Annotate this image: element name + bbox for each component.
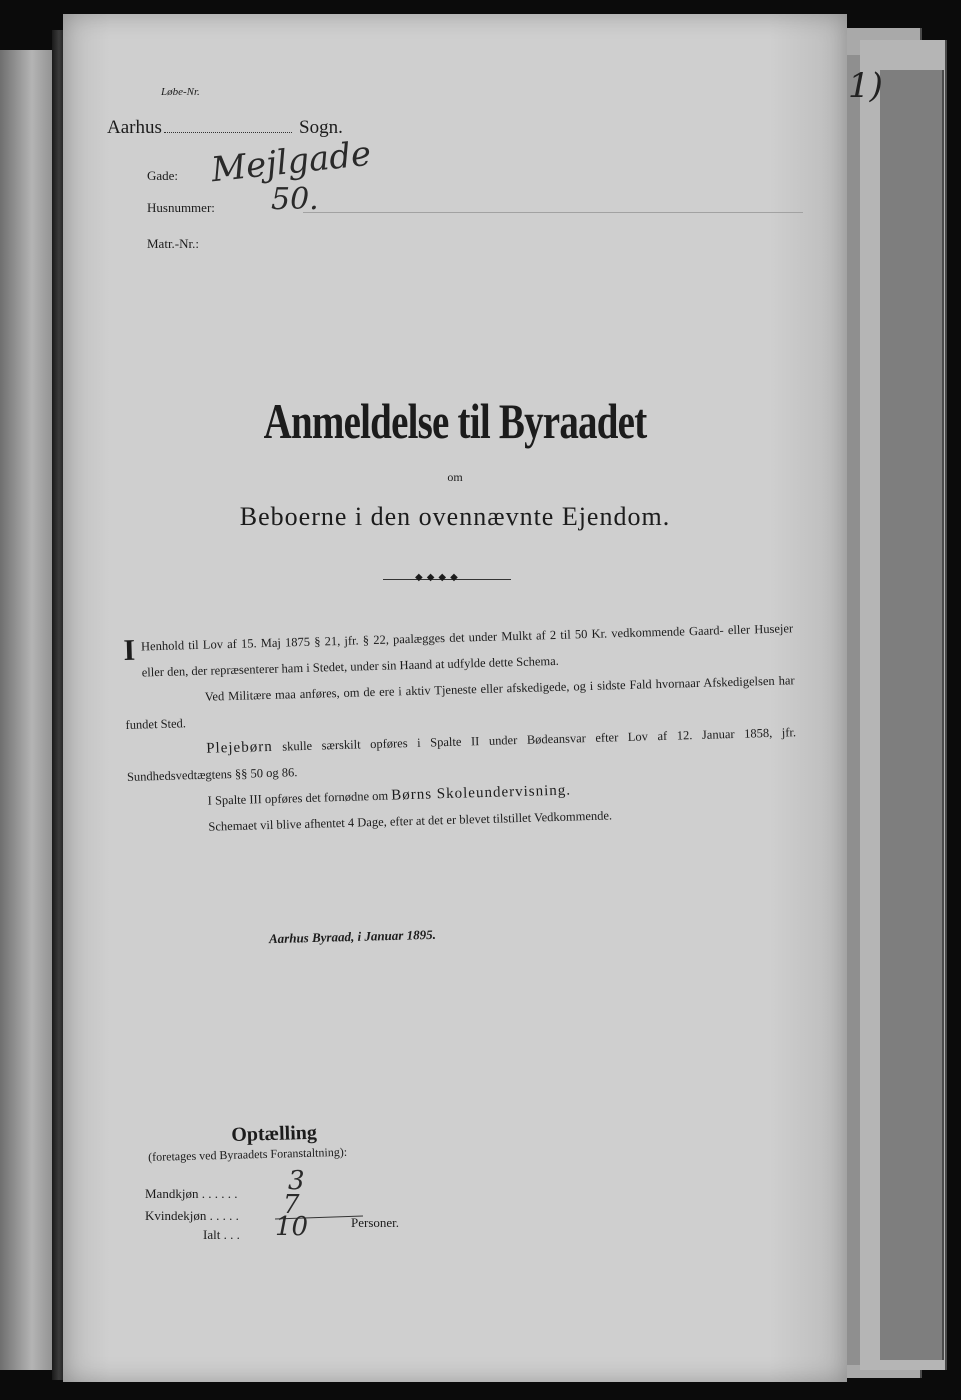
drop-initial: I bbox=[123, 633, 136, 667]
divider-ornament: ◆◆◆◆ bbox=[415, 572, 462, 583]
mandkjon-handwritten-value: 3 bbox=[288, 1166, 305, 1196]
instructions-text bbox=[123, 615, 799, 842]
husnummer-handwritten-value: 50. bbox=[271, 182, 319, 217]
count-title: Optælling bbox=[231, 1121, 318, 1146]
matr-nr-label: Matr.-Nr.: bbox=[147, 236, 199, 251]
personer-label: Personer. bbox=[351, 1215, 400, 1230]
paragraph-4-tail: Børns Skoleundervisning. bbox=[391, 782, 572, 804]
gade-handwritten-value: Mejlgade bbox=[209, 133, 373, 191]
kvindekjon-label: Kvindekjøn . . . . . bbox=[145, 1208, 239, 1223]
ialt-label: Ialt . . . bbox=[203, 1227, 240, 1242]
paragraph-3-text: skulle særskilt opføres i Spalte II under Bødeansvar efter Lov af 12. Januar 1858, jfr. Sundhedsvedtægtens §§ 50 og 86. bbox=[126, 725, 797, 784]
paragraph-1-text: Henhold til Lov af 15. Maj 1875 § 21, jfr. § 22, paalægges det under Mulkt af 2 til 50 Kr. vedkommende Gaard- eller Husejer eller den, der repræsenterer ham i Stedet, under sin Haand at udfylde dette Schema. bbox=[140, 621, 794, 680]
ialt-handwritten-value: 10 bbox=[275, 1212, 309, 1242]
document-subtitle: Beboerne i den ovennævnte Ejendom. bbox=[239, 502, 671, 531]
paragraph-2: Ved Militære maa anføres, om de ere i aktiv Tjeneste eller afskedigede, og i sidste Fald hvornaar Afskedigelsen har fundet Sted. bbox=[125, 673, 795, 732]
sogn-label: Sogn. bbox=[299, 117, 343, 138]
aarhus-label bbox=[107, 117, 294, 139]
document-title: Anmeldelse til Byraadet bbox=[263, 393, 647, 449]
header-rule bbox=[303, 212, 803, 213]
husnummer-label: Husnummer: bbox=[147, 200, 215, 215]
left-facing-page bbox=[0, 50, 58, 1370]
om-text: om bbox=[447, 470, 463, 484]
kvindekjon-handwritten-value: 7 bbox=[283, 1190, 300, 1220]
paragraph-3-lead: Plejebørn bbox=[206, 738, 273, 757]
form-page bbox=[63, 14, 847, 1382]
side-page-number: 1) bbox=[848, 66, 883, 106]
count-subtitle: (foretages ved Byraadets Foranstaltning): bbox=[148, 1144, 348, 1164]
lobe-nr-label: Løbe-Nr. bbox=[161, 86, 200, 98]
paragraph-5: Schemaet vil blive afhentet 4 Dage, efter at det er blevet tilstillet Vedkommende. bbox=[208, 808, 613, 834]
paragraph-4-text: I Spalte III opføres det fornødne om bbox=[207, 788, 389, 808]
mandkjon-label: Mandkjøn . . . . . . bbox=[145, 1186, 238, 1201]
aarhus-text: Aarhus bbox=[107, 117, 162, 138]
sogn-blank-line bbox=[164, 120, 292, 133]
page-stack-edge bbox=[880, 70, 944, 1360]
gade-label: Gade: bbox=[147, 168, 179, 183]
signoff: Aarhus Byraad, i Januar 1895. bbox=[268, 926, 437, 947]
